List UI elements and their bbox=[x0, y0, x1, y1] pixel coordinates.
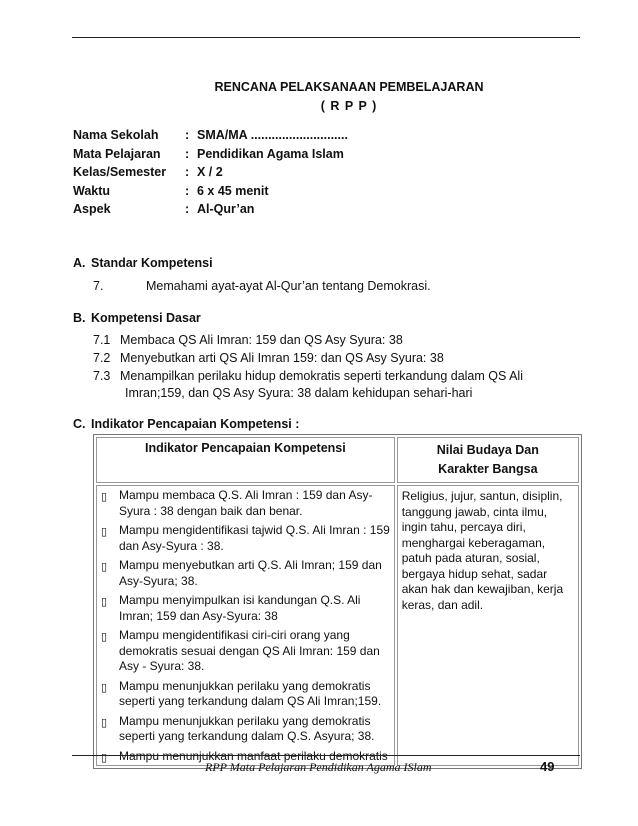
section-title: Indikator Pencapaian Kompetensi : bbox=[91, 417, 300, 431]
identity-value: Al-Qur’an bbox=[197, 202, 255, 216]
document-subtitle: ( R P P ) bbox=[320, 99, 378, 113]
section-letter: C. bbox=[73, 417, 86, 431]
identity-block bbox=[73, 128, 348, 221]
section-a-heading bbox=[73, 256, 213, 270]
indicator-text: Mampu menunjukkan manfaat perilaku demokratis bbox=[119, 748, 388, 763]
bullet-icon: ▯ bbox=[101, 630, 108, 643]
list-item bbox=[101, 593, 392, 624]
competency-item bbox=[93, 369, 523, 383]
identity-label: Mata Pelajaran bbox=[73, 146, 161, 161]
section-letter: B. bbox=[73, 311, 86, 325]
indicator-text: Mampu menunjukkan perilaku yang demokratis seperti yang terkandung dalam QS Ali Imran;159. bbox=[119, 678, 382, 708]
values-column-header bbox=[397, 437, 579, 483]
header-rule bbox=[72, 37, 580, 38]
indicator-list bbox=[96, 485, 395, 766]
indicator-text: Mampu mengidentifikasi tajwid Q.S. Ali Imran : 159 dan Asy-Syura : 38. bbox=[119, 523, 390, 553]
indicator-table bbox=[93, 434, 582, 769]
identity-value: SMA/MA ............................ bbox=[197, 128, 348, 142]
identity-row-school bbox=[73, 128, 348, 147]
document-title: RENCANA PELAKSANAAN PEMBELAJARAN bbox=[214, 80, 484, 94]
bullet-icon: ▯ bbox=[101, 560, 108, 573]
item-text: Menyebutkan arti QS Ali Imran 159: dan QS Asy Syura: 38 bbox=[120, 351, 444, 365]
bullet-icon: ▯ bbox=[101, 595, 108, 608]
identity-colon: : bbox=[185, 202, 190, 216]
page-number: 49 bbox=[540, 759, 555, 774]
identity-colon: : bbox=[185, 128, 190, 142]
identity-colon: : bbox=[185, 183, 190, 198]
list-item bbox=[101, 714, 392, 745]
list-item bbox=[101, 488, 392, 519]
item-number: 7. bbox=[93, 279, 104, 293]
list-item bbox=[101, 679, 392, 710]
identity-row-aspect bbox=[73, 202, 348, 221]
indicator-column-header: Indikator Pencapaian Kompetensi bbox=[96, 437, 395, 483]
competency-item-continuation: Imran;159, dan QS Asy Syura: 38 dalam kehidupan sehari-hari bbox=[125, 386, 473, 400]
competency-item bbox=[93, 333, 403, 347]
identity-row-class bbox=[73, 165, 348, 184]
section-title: Standar Kompetensi bbox=[91, 256, 213, 270]
identity-value: 6 x 45 menit bbox=[197, 183, 269, 198]
identity-label: Nama Sekolah bbox=[73, 128, 159, 142]
values-header-line: Nilai Budaya Dan bbox=[436, 443, 539, 457]
list-item bbox=[101, 523, 392, 554]
identity-value: X / 2 bbox=[197, 165, 223, 179]
item-number: 7.2 bbox=[93, 351, 111, 365]
section-letter: A. bbox=[73, 256, 86, 270]
indicator-text: Mampu mengidentifikasi ciri-ciri orang yang demokratis sesuai dengan QS Ali Imran: 159 dan Asy - Syura: 38. bbox=[119, 628, 380, 673]
list-item bbox=[101, 558, 392, 589]
indicator-text: Mampu menyebutkan arti Q.S. Ali Imran; 159 dan Asy-Syura; 38. bbox=[119, 558, 382, 588]
item-text: Membaca QS Ali Imran: 159 dan QS Asy Syura: 38 bbox=[120, 333, 403, 347]
standard-item bbox=[93, 279, 431, 293]
table-row bbox=[96, 485, 579, 766]
item-number: 7.3 bbox=[93, 369, 111, 383]
identity-colon: : bbox=[185, 165, 190, 179]
item-text: Menampilkan perilaku hidup demokratis seperti terkandung dalam QS Ali bbox=[120, 369, 523, 383]
bullet-icon: ▯ bbox=[101, 680, 108, 694]
bullet-icon: ▯ bbox=[101, 715, 108, 729]
section-b-heading bbox=[73, 311, 201, 325]
footer-rule bbox=[72, 755, 580, 756]
section-title: Kompetensi Dasar bbox=[91, 311, 201, 325]
identity-value: Pendidikan Agama Islam bbox=[197, 146, 344, 161]
identity-label: Waktu bbox=[73, 183, 111, 198]
values-header-line: Karakter Bangsa bbox=[438, 462, 538, 476]
identity-label: Aspek bbox=[73, 202, 111, 216]
indicator-text: Mampu menunjukkan perilaku yang demokratis seperti yang terkandung dalam Q.S. Asyura; 38. bbox=[119, 713, 375, 743]
identity-colon: : bbox=[185, 146, 190, 161]
values-cell: Religius, jujur, santun, disiplin, tanggung jawab, cinta ilmu, ingin tahu, percaya diri, menghargai keberagaman, patuh pada aturan, sosial, bergaya hidup sehat, sadar akan hak dan kewajiban, kerja keras, dan adil. bbox=[397, 485, 579, 766]
bullet-icon: ▯ bbox=[101, 750, 108, 764]
competency-item bbox=[93, 351, 444, 365]
bullet-icon: ▯ bbox=[101, 490, 108, 503]
identity-row-time bbox=[73, 184, 348, 203]
list-item bbox=[101, 628, 392, 675]
indicator-text: Mampu menyimpulkan isi kandungan Q.S. Ali Imran; 159 dan Asy-Syura: 38 bbox=[119, 593, 361, 623]
identity-row-subject bbox=[73, 147, 348, 166]
identity-label: Kelas/Semester bbox=[73, 165, 167, 179]
section-c-heading bbox=[73, 417, 299, 431]
item-number: 7.1 bbox=[93, 333, 111, 347]
footer-title: RPP Mata Pelajaran Pendidikan Agama ISlam bbox=[205, 760, 432, 774]
indicator-text: Mampu membaca Q.S. Ali Imran : 159 dan Asy-Syura : 38 dengan baik dan benar. bbox=[119, 488, 373, 518]
bullet-icon: ▯ bbox=[101, 525, 108, 538]
table-header-row bbox=[96, 437, 579, 483]
item-text: Memahami ayat-ayat Al-Qur’an tentang Demokrasi. bbox=[146, 279, 431, 293]
